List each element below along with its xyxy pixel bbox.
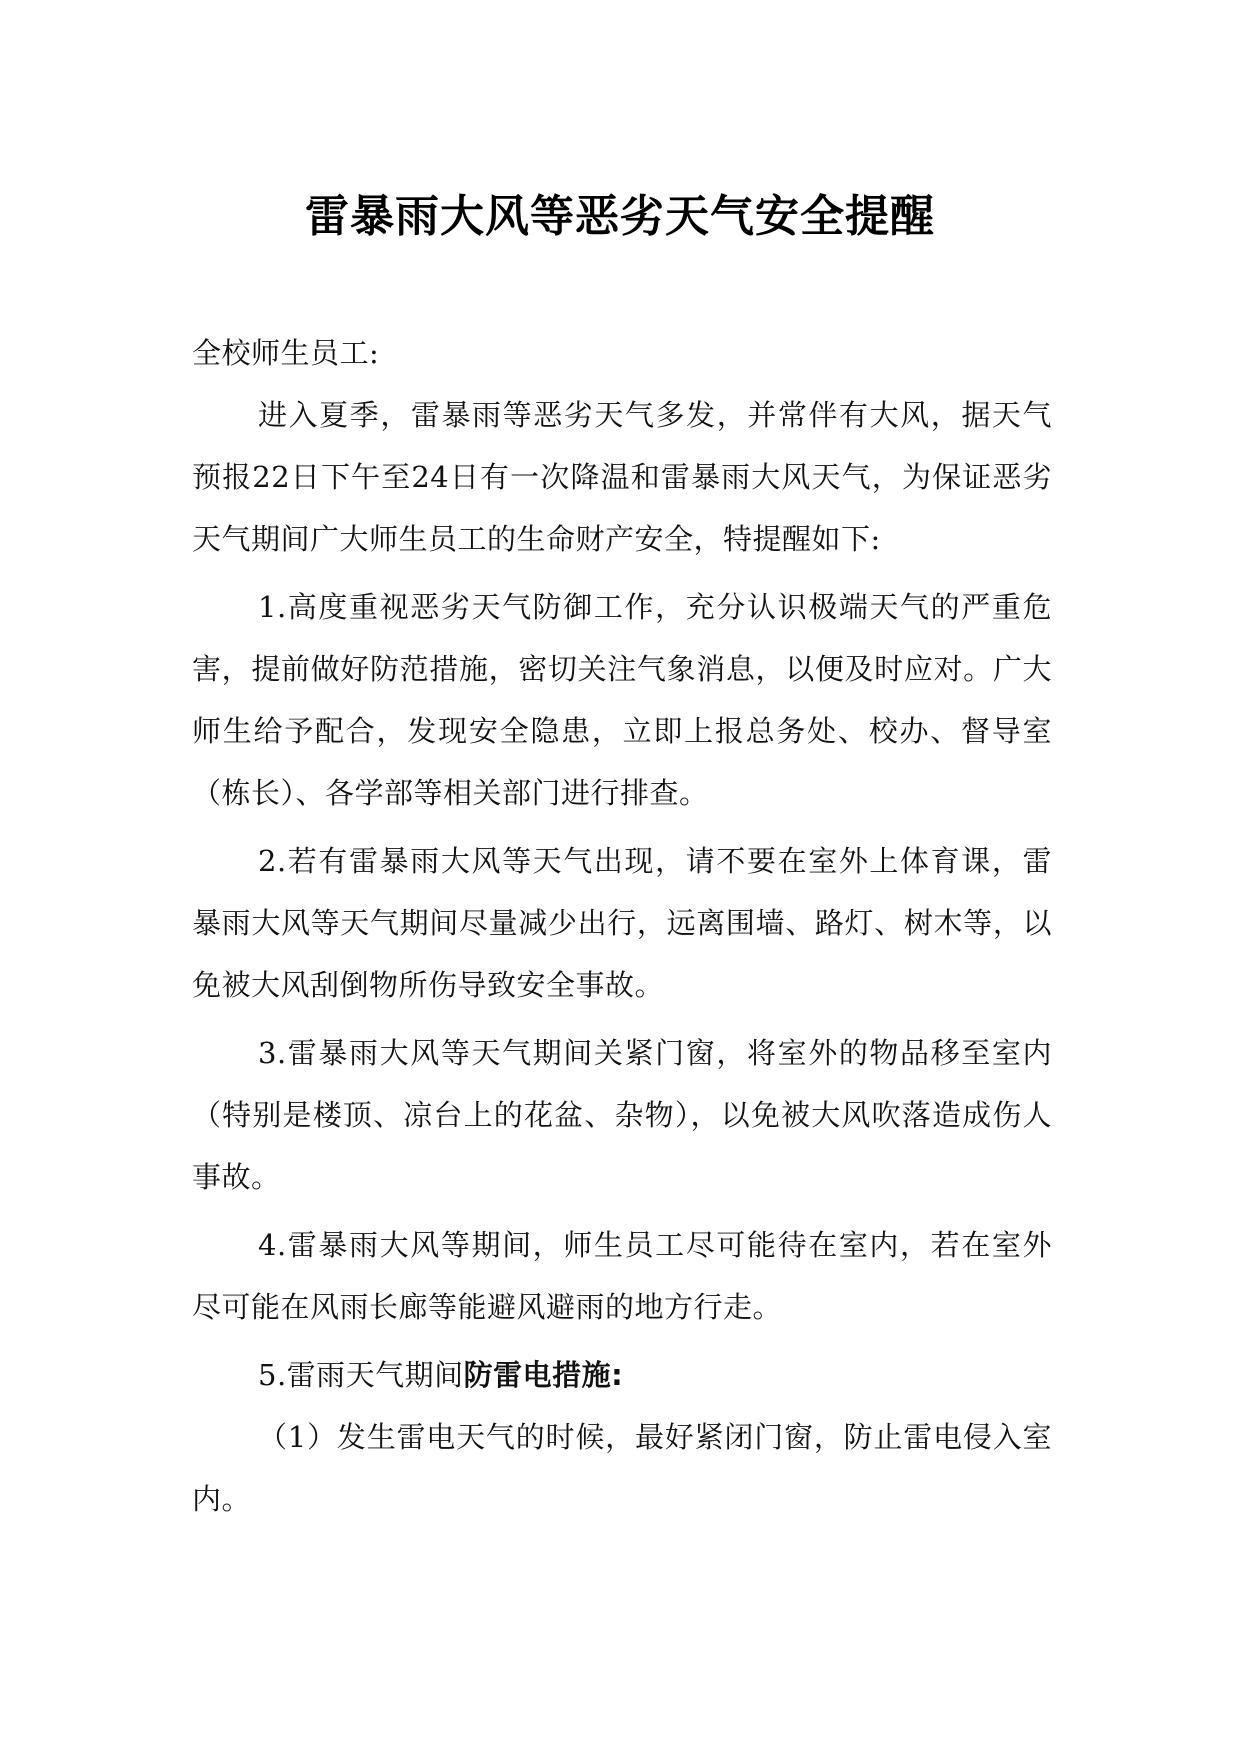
intro-paragraph: 进入夏季，雷暴雨等恶劣天气多发，并常伴有大风，据天气预报22日下午至24日有一次降温和雷暴雨大风天气，为保证恶劣天气期间广大师生员工的生命财产安全，特提醒如下: [192,398,1052,556]
sub-item-1: （1）发生雷电天气的时候，最好紧闭门窗，防止雷电侵入室内。 [192,1420,1052,1516]
salutation: 全校师生员工: [192,336,380,370]
document-body [192,322,1052,1530]
item-5 [192,1344,1052,1406]
item-3: 3.雷暴雨大风等天气期间关紧门窗，将室外的物品移至室内（特别是楼顶、凉台上的花盆、杂物），以免被大风吹落造成伤人事故。 [192,1036,1052,1194]
item-5-bold: 防雷电措施: [463,1358,624,1392]
item-5-prefix: 5.雷雨天气期间 [258,1358,464,1392]
item-1: 1.高度重视恶劣天气防御工作，充分认识极端天气的严重危害，提前做好防范措施，密切关注气象消息，以便及时应对。广大师生给予配合，发现安全隐患，立即上报总务处、校办、督导室（栋长）、各学部等相关部门进行排查。 [192,590,1052,810]
document-title: 雷暴雨大风等恶劣天气安全提醒 [305,191,935,242]
item-4: 4.雷暴雨大风等期间，师生员工尽可能待在室内，若在室外尽可能在风雨长廊等能避风避雨的地方行走。 [192,1228,1052,1324]
item-2: 2.若有雷暴雨大风等天气出现，请不要在室外上体育课，雷暴雨大风等天气期间尽量减少出行，远离围墙、路灯、树木等，以免被大风刮倒物所伤导致安全事故。 [192,844,1052,1002]
